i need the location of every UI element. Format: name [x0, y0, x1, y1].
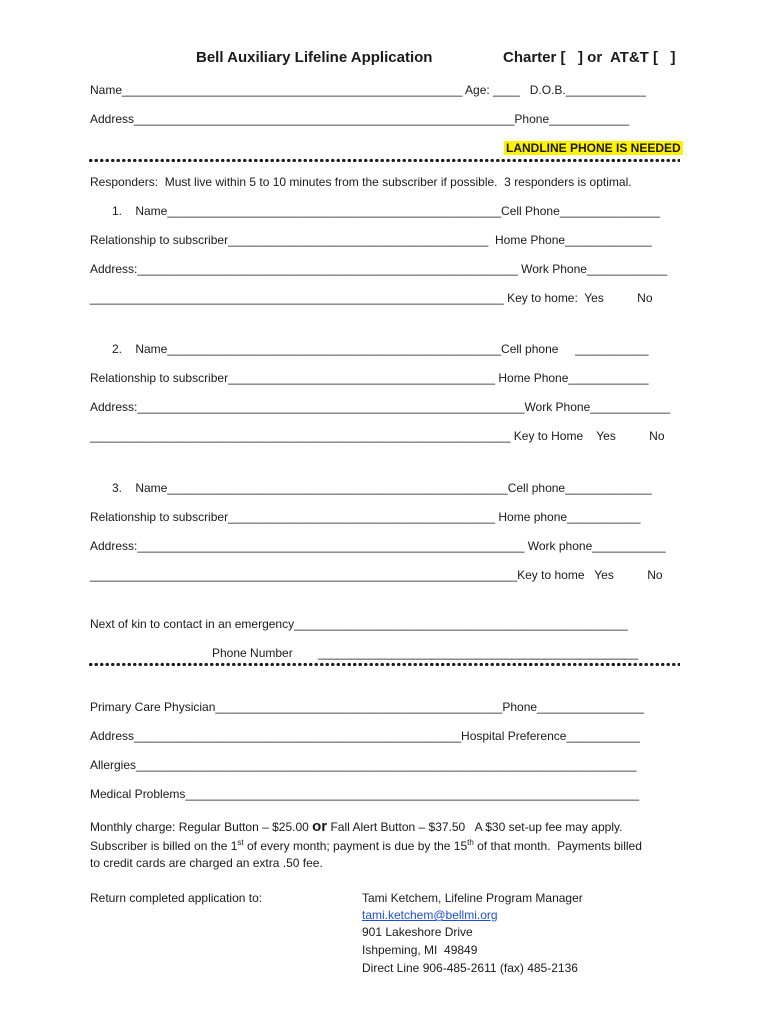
section-divider [88, 158, 680, 162]
physician-address-row[interactable]: Address_________________________________________________Hospital Preference___________ [90, 729, 640, 743]
physician-row[interactable]: Primary Care Physician___________________________________________Phone________________ [90, 700, 644, 714]
charges-text: Fall Alert Button – $37.50 A $30 set-up fee may apply. [327, 820, 623, 834]
city-address: Ishpeming, MI 49849 [362, 943, 478, 957]
or-emphasis: or [312, 818, 328, 835]
responder-1-relationship-row[interactable]: Relationship to subscriber_______________________________________ Home Phone_____________ [90, 233, 652, 247]
next-of-kin-row[interactable]: Next of kin to contact in an emergency__________________________________________________ [90, 617, 628, 631]
ordinal-suffix: st [237, 838, 244, 847]
responder-3-name-row[interactable]: 3. Name___________________________________________________Cell phone_____________ [112, 481, 652, 495]
subscriber-name-row[interactable]: Name___________________________________________________ Age: ____ D.O.B.____________ [90, 83, 646, 97]
direct-line: Direct Line 906-485-2611 (fax) 485-2136 [362, 961, 578, 975]
street-address: 901 Lakeshore Drive [362, 925, 473, 939]
subscriber-address-row[interactable]: Address_________________________________________________________Phone____________ [90, 112, 630, 126]
allergies-row[interactable]: Allergies___________________________________________________________________________ [90, 758, 637, 772]
responder-2-address-row[interactable]: Address:__________________________________________________________Work Phone____________ [90, 400, 671, 414]
charges-text: Monthly charge: Regular Button – $25.00 [90, 820, 313, 834]
charges-text: of every month; payment is due by the 15 [243, 839, 468, 853]
charges-text: Subscriber is billed on the 1 [90, 839, 238, 853]
responder-2-key-row[interactable]: _______________________________________________________________ Key to Home Yes No [90, 429, 665, 443]
form-title: Bell Auxiliary Lifeline Application [196, 49, 433, 66]
ordinal-suffix: th [467, 838, 474, 847]
responder-3-relationship-row[interactable]: Relationship to subscriber________________________________________ Home phone___________ [90, 510, 641, 524]
manager-email-link[interactable]: tami.ketchem@bellmi.org [362, 908, 498, 922]
next-of-kin-phone-label: Phone Number [212, 646, 293, 660]
manager-name: Tami Ketchem, Lifeline Program Manager [362, 891, 583, 905]
charges-line-3: to credit cards are charged an extra .50 fee. [90, 856, 323, 870]
return-label: Return completed application to: [90, 891, 263, 905]
responder-2-name-row[interactable]: 2. Name__________________________________________________Cell phone ___________ [112, 342, 649, 356]
responder-1-address-row[interactable]: Address:_________________________________________________________ Work Phone____________ [90, 262, 667, 276]
responder-3-address-row[interactable]: Address:__________________________________________________________ Work phone___________ [90, 539, 666, 553]
charges-line-1 [90, 819, 622, 835]
responder-3-key-row[interactable]: ________________________________________________________________Key to home Yes No [90, 568, 663, 582]
responders-intro: Responders: Must live within 5 to 10 minutes from the subscriber if possible. 3 responders is optimal. [90, 175, 632, 189]
responder-1-name-row[interactable]: 1. Name__________________________________________________Cell Phone_______________ [112, 204, 660, 218]
responder-1-key-row[interactable]: ______________________________________________________________ Key to home: Yes No [90, 291, 653, 305]
next-of-kin-phone-field[interactable]: ________________________________________________ [318, 646, 639, 660]
responder-2-relationship-row[interactable]: Relationship to subscriber________________________________________ Home Phone____________ [90, 371, 649, 385]
section-divider [88, 662, 680, 666]
carrier-selection[interactable]: Charter [ ] or AT&T [ ] [503, 49, 676, 66]
landline-note: LANDLINE PHONE IS NEEDED [506, 141, 681, 155]
medical-problems-row[interactable]: Medical Problems____________________________________________________________________ [90, 787, 640, 801]
charges-text: of that month. Payments billed [473, 839, 642, 853]
charges-line-2 [90, 838, 642, 854]
